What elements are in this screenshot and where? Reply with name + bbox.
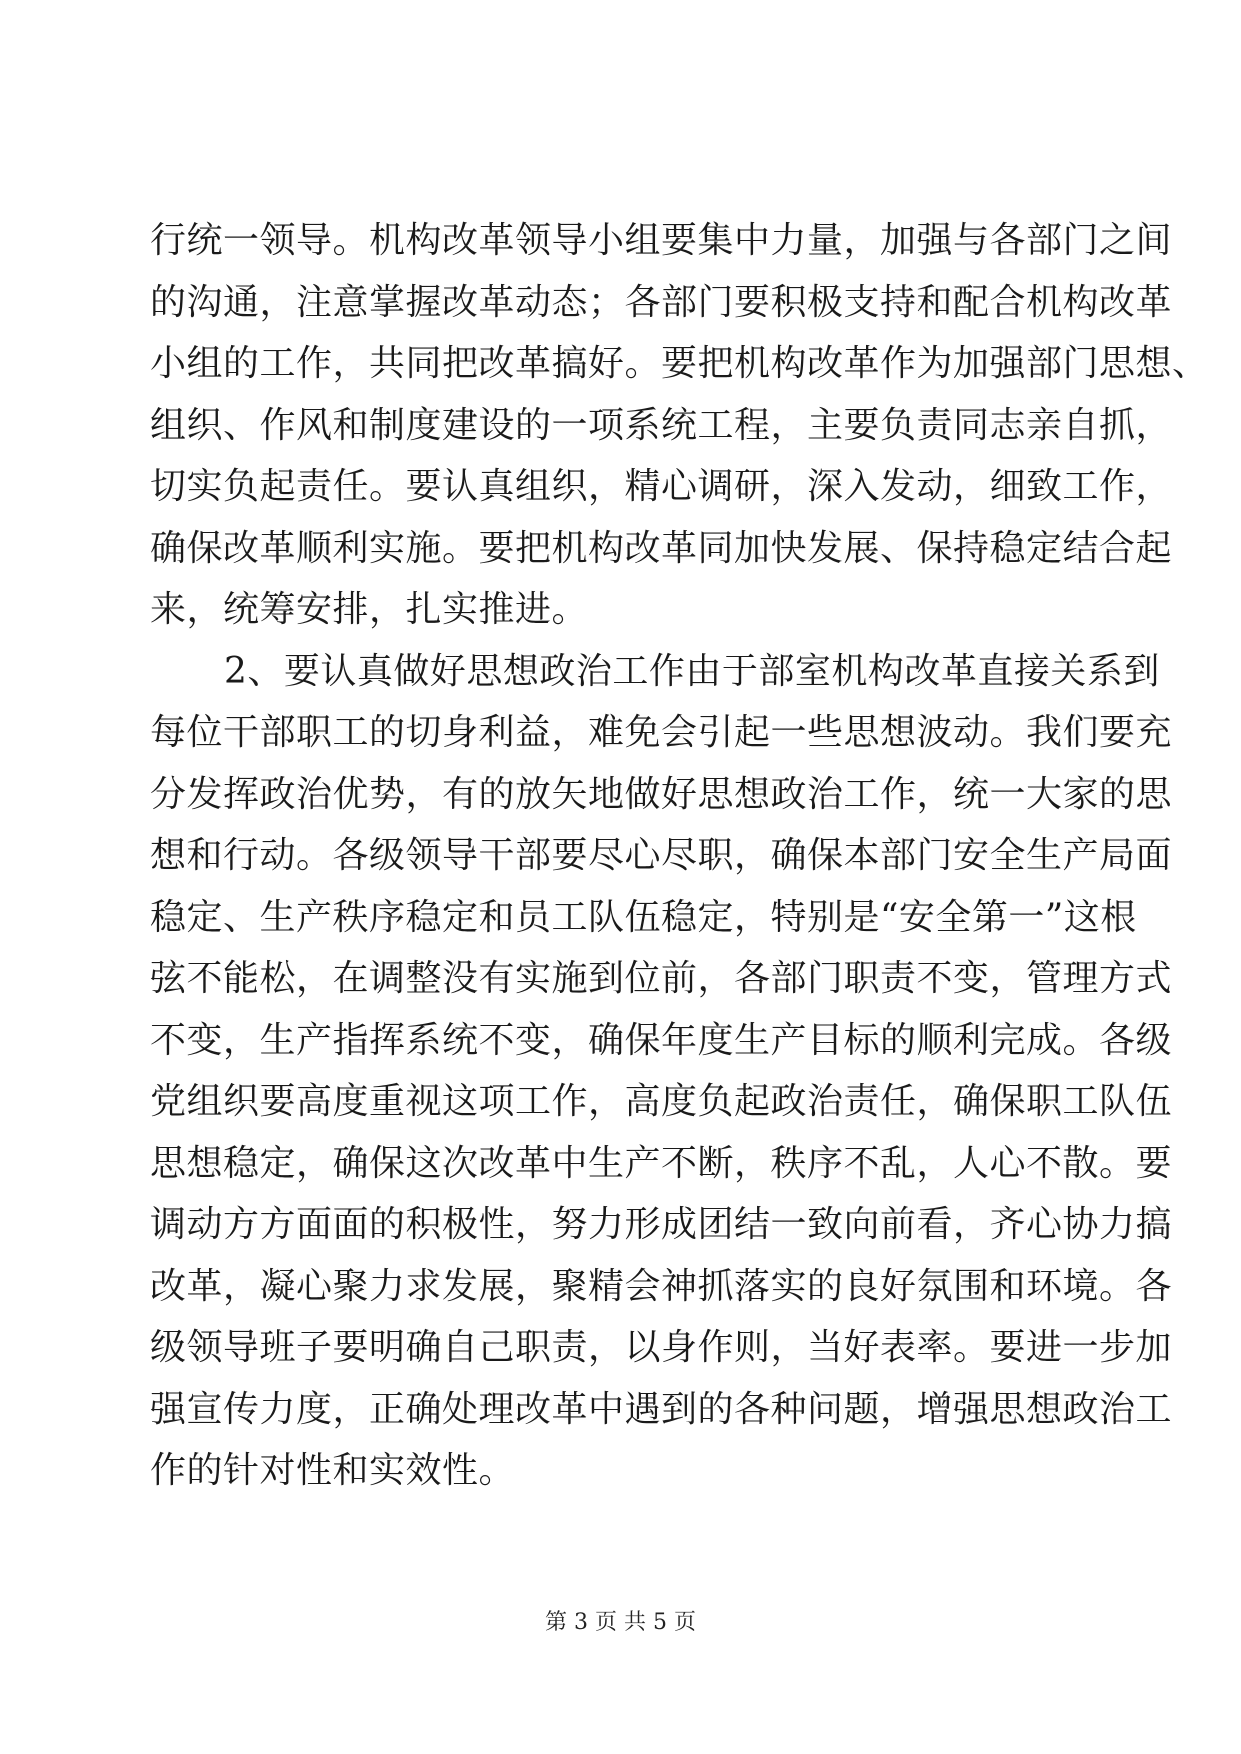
text-line: 行统一领导。机构改革领导小组要集中力量，加强与各部门之间 bbox=[150, 220, 1173, 261]
text-line: 每位干部职工的切身利益，难免会引起一些思想波动。我们要充 bbox=[150, 712, 1173, 753]
text-line: 强宣传力度，正确处理改革中遇到的各种问题，增强思想政治工 bbox=[150, 1388, 1173, 1430]
paragraph-start-line: 2、要认真做好思想政治工作由于部室机构改革直接关系到 bbox=[224, 650, 1160, 692]
text-line: 分发挥政治优势，有的放矢地做好思想政治工作，统一大家的思 bbox=[150, 773, 1173, 815]
page-footer bbox=[0, 1608, 1241, 1638]
text-line: 作的针对性和实效性。 bbox=[150, 1450, 516, 1491]
text-line: 思想稳定，确保这次改革中生产不断，秩序不乱，人心不散。要 bbox=[150, 1142, 1173, 1184]
text-line: 稳定、生产秩序稳定和员工队伍稳定，特别是“安全第一”这根 bbox=[150, 896, 1137, 938]
text-line: 党组织要高度重视这项工作，高度负起政治责任，确保职工队伍 bbox=[150, 1081, 1173, 1122]
text-line: 弦不能松，在调整没有实施到位前，各部门职责不变，管理方式 bbox=[150, 958, 1173, 999]
text-line: 不变，生产指挥系统不变，确保年度生产目标的顺利完成。各级 bbox=[150, 1019, 1173, 1061]
text-line: 级领导班子要明确自己职责，以身作则，当好表率。要进一步加 bbox=[150, 1327, 1173, 1368]
text-line: 的沟通，注意掌握改革动态；各部门要积极支持和配合机构改革 bbox=[150, 281, 1173, 323]
document-body bbox=[150, 210, 1209, 1502]
text-line: 切实负起责任。要认真组织，精心调研，深入发动，细致工作， bbox=[150, 466, 1173, 507]
text-line: 调动方方面面的积极性，努力形成团结一致向前看，齐心协力搞 bbox=[150, 1204, 1173, 1245]
text-line: 小组的工作，共同把改革搞好。要把机构改革作为加强部门思想、 bbox=[150, 343, 1209, 384]
text-line: 来，统筹安排，扎实推进。 bbox=[150, 589, 589, 630]
text-line: 确保改革顺利实施。要把机构改革同加快发展、保持稳定结合起 bbox=[150, 527, 1173, 569]
text-line: 组织、作风和制度建设的一项系统工程，主要负责同志亲自抓， bbox=[150, 404, 1173, 446]
page-number: 第 3 页 共 5 页 bbox=[545, 1610, 696, 1635]
text-line: 改革，凝心聚力求发展，聚精会神抓落实的良好氛围和环境。各 bbox=[150, 1265, 1173, 1307]
text-line: 想和行动。各级领导干部要尽心尽职，确保本部门安全生产局面 bbox=[150, 835, 1173, 876]
